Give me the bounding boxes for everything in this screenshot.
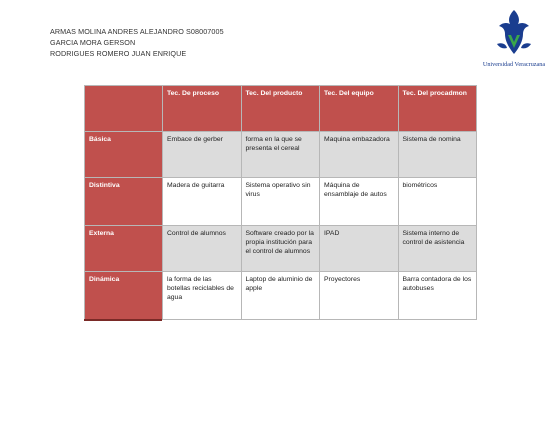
table-cell: Sistema operativo sin virus [241, 178, 320, 226]
table-cell: Madera de guitarra [163, 178, 242, 226]
table-row [85, 132, 477, 178]
table-row [85, 226, 477, 272]
university-logo [472, 8, 556, 70]
row-label-shadow [84, 319, 162, 321]
table-cell: Máquina de ensamblaje de autos [320, 178, 399, 226]
authors-block [50, 26, 224, 59]
column-header: Tec. Del producto [241, 86, 320, 132]
table-header-row [85, 86, 477, 132]
table-cell: forma en la que se presenta el cereal [241, 132, 320, 178]
universidad-veracruzana-flame-icon [494, 8, 534, 60]
table-cell: Laptop de aluminio de apple [241, 272, 320, 320]
author-line: ARMAS MOLINA ANDRES ALEJANDRO S08007005 [50, 27, 224, 36]
table-cell: la forma de las botellas reciclables de agua [163, 272, 242, 320]
row-label: Distintiva [85, 178, 163, 226]
table-cell: Software creado por la propia institución para el control de alumnos [241, 226, 320, 272]
table-row [85, 178, 477, 226]
table-cell: biométricos [398, 178, 477, 226]
university-name: Universidad Veracruzana [482, 61, 546, 68]
table-cell: Embace de gerber [163, 132, 242, 178]
author-line: RODRIGUES ROMERO JUAN ENRIQUE [50, 49, 187, 58]
table-cell: Barra contadora de los autobuses [398, 272, 477, 320]
table-cell: Sistema de nomina [398, 132, 477, 178]
column-header: Tec. Del equipo [320, 86, 399, 132]
row-label: Básica [85, 132, 163, 178]
column-header: Tec. De proceso [163, 86, 242, 132]
row-label: Dinámica [85, 272, 163, 320]
header-corner-cell [85, 86, 163, 132]
row-label: Externa [85, 226, 163, 272]
technology-matrix-table [84, 85, 477, 320]
table-cell: Proyectores [320, 272, 399, 320]
table-cell: Control de alumnos [163, 226, 242, 272]
author-line: GARCIA MORA GERSON [50, 38, 136, 47]
table-cell: IPAD [320, 226, 399, 272]
table-cell: Sistema interno de control de asistencia [398, 226, 477, 272]
table-cell: Maquina embazadora [320, 132, 399, 178]
column-header: Tec. Del procadmon [398, 86, 477, 132]
table-row [85, 272, 477, 320]
